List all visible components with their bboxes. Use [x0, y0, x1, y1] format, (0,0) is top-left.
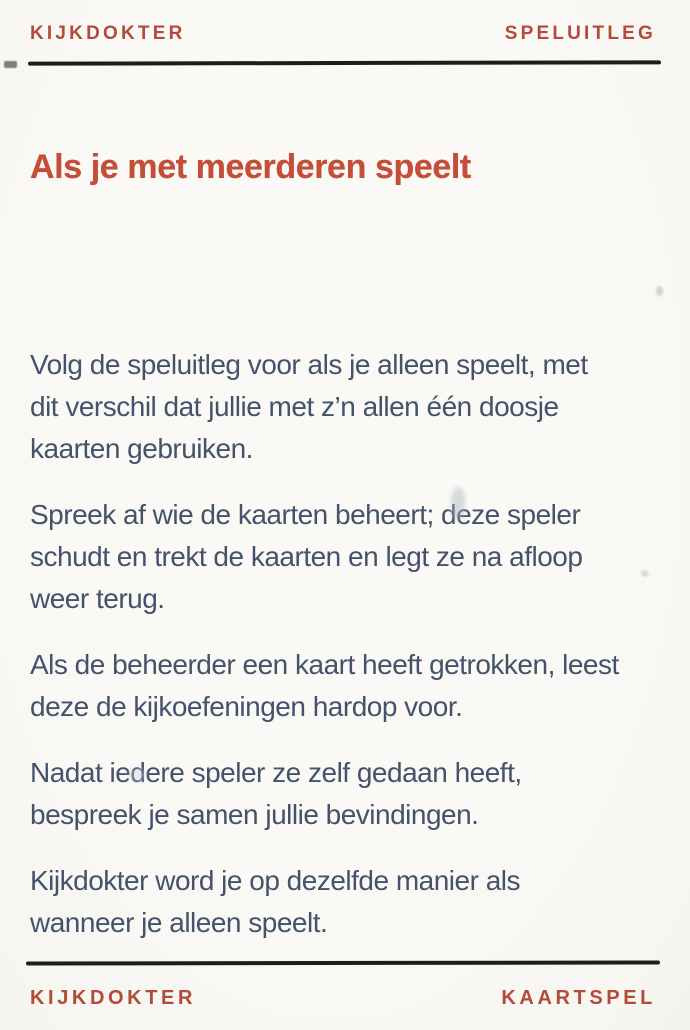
paragraph-card-keeper: Spreek af wie de kaarten beheert; deze speler schudt en trekt de kaarten en legt ze na afloop weer terug. — [30, 499, 583, 614]
paragraph-read-aloud: Als de beheerder een kaart heeft getrokken, leest deze de kijkoefeningen hardop voor. — [30, 649, 619, 722]
footer-doc-type-label: KAARTSPEL — [501, 987, 656, 1009]
header-divider-rule — [28, 60, 661, 65]
scan-speck — [656, 286, 663, 296]
scan-edge-mark — [4, 61, 17, 68]
footer-brand-label: KIJKDOKTER — [30, 987, 197, 1009]
page-header — [30, 24, 656, 43]
paragraph-become-kijkdokter: Kijkdokter word je op dezelfde manier als wanneer je alleen speelt. — [30, 865, 520, 938]
paragraph-play-with-others-intro: Volg de speluitleg voor als je alleen speelt, met dit verschil dat jullie met z’n allen één doosje kaarten gebruiken. — [30, 349, 588, 464]
paragraph-discuss-findings: Nadat iedere speler ze zelf gedaan heeft, bespreek je samen jullie bevindingen. — [30, 757, 522, 830]
page-footer — [30, 988, 656, 1008]
header-doc-type-label: SPELUITLEG — [504, 23, 656, 44]
page-title: Als je met meerderen speelt — [30, 148, 471, 186]
body-text-block — [30, 344, 670, 968]
header-brand-label: KIJKDOKTER — [30, 23, 186, 44]
